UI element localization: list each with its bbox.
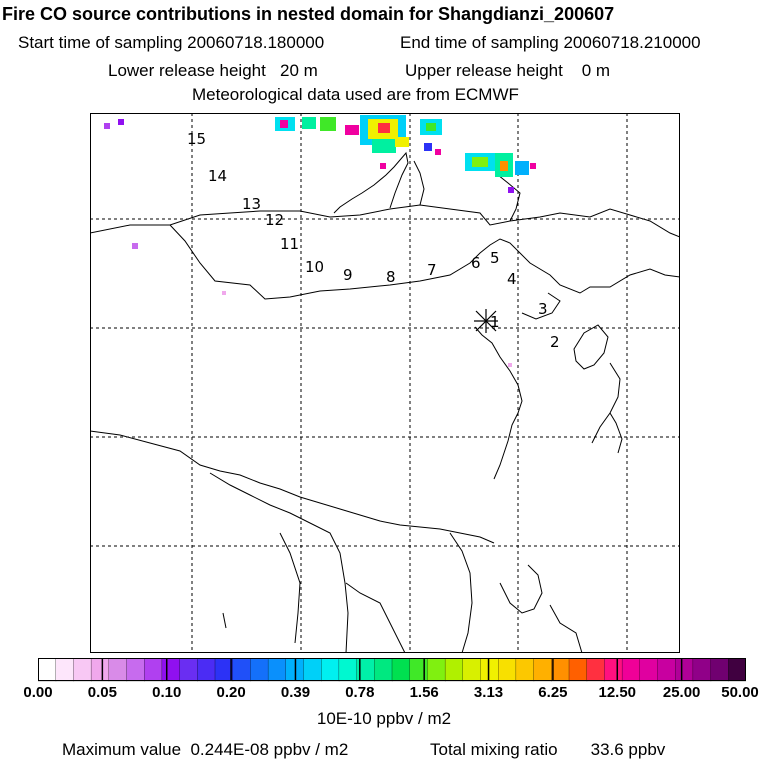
colorbar-cell (569, 658, 587, 681)
traj-label-9: 9 (343, 266, 353, 284)
colorbar-tick-label: 3.13 (473, 684, 504, 701)
colorbar-units: 10E-10 ppbv / m2 (316, 709, 452, 728)
map-frame (91, 114, 680, 653)
traj-label-10: 10 (305, 258, 325, 276)
colorbar-cell (658, 658, 676, 681)
lower-release-height-label: Lower release height 20 m (108, 61, 318, 80)
colorbar-cell (162, 658, 180, 681)
colorbar-cell (711, 658, 729, 681)
traj-label-12: 12 (265, 211, 285, 229)
colorbar-tick-label: 0.39 (280, 684, 311, 701)
total-mixing-ratio-label: Total mixing ratio 33.6 ppbv (430, 740, 666, 759)
colorbar-cell (268, 658, 286, 681)
colorbar-cell (91, 658, 109, 681)
colorbar-cell (374, 658, 392, 681)
colorbar (38, 658, 746, 682)
upper-release-height-label: Upper release height 0 m (405, 61, 611, 80)
traj-label-8: 8 (386, 268, 396, 286)
map-panel (90, 113, 680, 653)
colorbar-cell (392, 658, 410, 681)
colorbar-tick-label: 0.00 (23, 684, 53, 701)
colorbar-tick-label: 0.20 (216, 684, 246, 701)
colorbar-cell (640, 658, 658, 681)
colorbar-cell (728, 658, 746, 681)
traj-label-7: 7 (427, 261, 437, 279)
traj-label-1: 1 (490, 313, 500, 331)
colorbar-cell (233, 658, 251, 681)
traj-label-5: 5 (490, 249, 500, 267)
colorbar-cell (604, 658, 622, 681)
colorbar-cell (339, 658, 357, 681)
colorbar-cell (622, 658, 640, 681)
traj-label-14: 14 (208, 167, 228, 185)
colorbar-cell (481, 658, 499, 681)
colorbar-cell (587, 658, 605, 681)
traj-label-15: 15 (187, 130, 207, 148)
station-marker-icon (474, 309, 498, 333)
colorbar-cell (463, 658, 481, 681)
colorbar-cell (73, 658, 91, 681)
colorbar-cell (304, 658, 322, 681)
colorbar-cell (109, 658, 127, 681)
maximum-value-label: Maximum value 0.244E-08 ppbv / m2 (62, 740, 349, 759)
colorbar-cell (144, 658, 162, 681)
colorbar-tick-label: 12.50 (598, 684, 637, 701)
colorbar-tick-label: 0.78 (345, 684, 375, 701)
colorbar-cell (180, 658, 198, 681)
traj-label-2: 2 (550, 333, 560, 351)
colorbar-cell (410, 658, 428, 681)
colorbar-tick-label: 1.56 (409, 684, 439, 701)
colorbar-cell (38, 658, 56, 681)
colorbar-cell (56, 658, 74, 681)
traj-label-6: 6 (471, 254, 481, 272)
colorbar-cell (675, 658, 693, 681)
colorbar-cell (321, 658, 339, 681)
colorbar-tick-label: 50.00 (721, 684, 759, 701)
colorbar-cell (693, 658, 711, 681)
start-time-label: Start time of sampling 20060718.180000 (18, 33, 325, 52)
plot-title: Fire CO source contributions in nested domain for Shangdianzi_200607 (2, 4, 615, 24)
colorbar-tick-label: 6.25 (538, 684, 568, 701)
colorbar-tick-label: 0.10 (152, 684, 182, 701)
traj-label-13: 13 (242, 195, 262, 213)
colorbar-cell (250, 658, 268, 681)
met-data-label: Meteorological data used are from ECMWF (192, 85, 519, 104)
colorbar-cell (534, 658, 552, 681)
colorbar-tick-label: 0.05 (87, 684, 117, 701)
colorbar-cell (127, 658, 145, 681)
traj-label-11: 11 (280, 235, 300, 253)
colorbar-tick-label: 25.00 (662, 684, 701, 701)
colorbar-cell (498, 658, 516, 681)
traj-label-4: 4 (507, 270, 517, 288)
colorbar-cell (445, 658, 463, 681)
end-time-label: End time of sampling 20060718.210000 (400, 33, 701, 52)
colorbar-cell (516, 658, 534, 681)
colorbar-cell (551, 658, 569, 681)
colorbar-cell (427, 658, 445, 681)
colorbar-cell (197, 658, 215, 681)
traj-label-3: 3 (538, 300, 548, 318)
